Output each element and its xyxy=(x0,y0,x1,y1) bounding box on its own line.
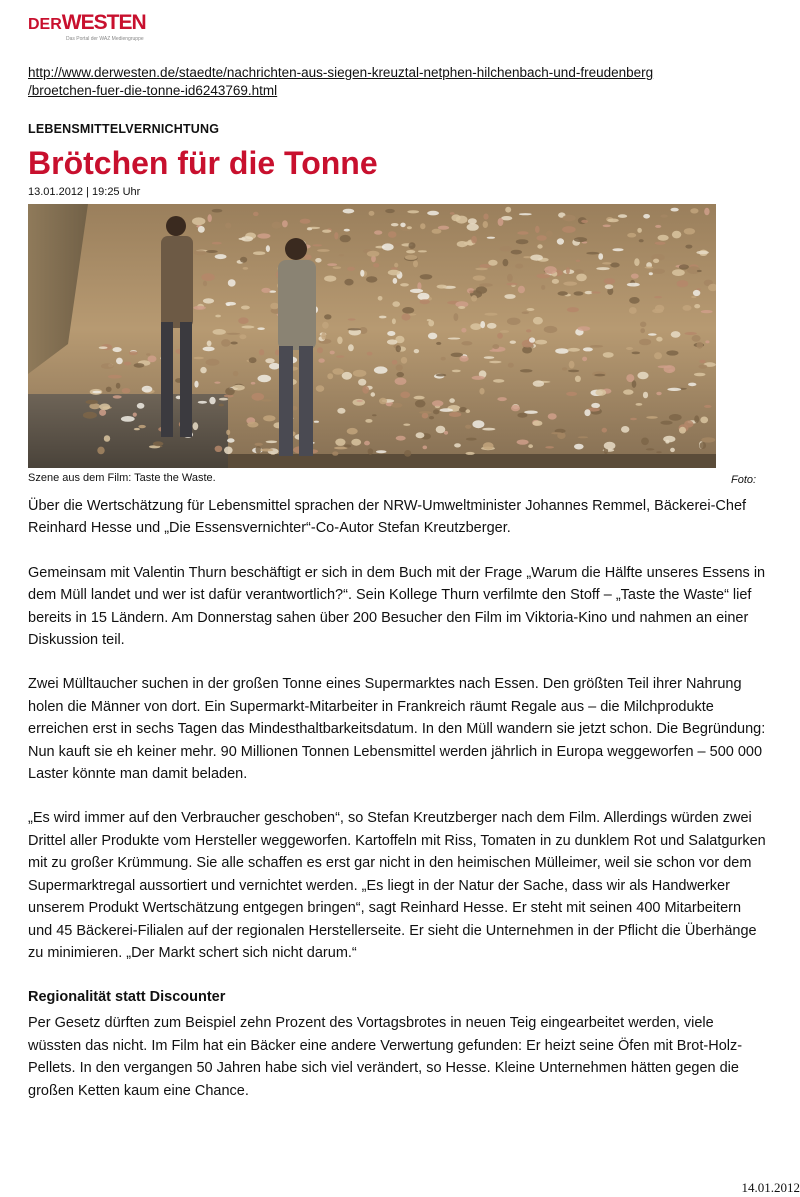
article-url-link[interactable] xyxy=(28,64,748,100)
article-kicker: LEBENSMITTELVERNICHTUNG xyxy=(28,122,220,136)
article-dateline: 13.01.2012 | 19:25 Uhr xyxy=(28,186,141,198)
article-headline: Brötchen für die Tonne xyxy=(28,145,378,181)
url-line-2[interactable]: /broetchen-fuer-die-tonne-id6243769.html xyxy=(28,83,278,98)
article-body xyxy=(28,495,768,1124)
url-line-1[interactable]: http://www.derwesten.de/staedte/nachrichten-aus-siegen-kreuztal-netphen-hilchenbach-und-freudenberg xyxy=(28,65,654,80)
print-date: 14.01.2012 xyxy=(741,1180,800,1195)
photo-illustration xyxy=(28,204,716,468)
article-paragraph: Gemeinsam mit Valentin Thurn beschäftigt er sich in dem Buch mit der Frage „Warum die Hälfte unseres Essens in dem Müll landet und wer ist dafür verantwortlich?“. Sein Kollege Thurn verfilmte den Stoff – „Taste the Waste“ lief bereits in 15 Ländern. Am Donnerstag sahen über 200 Besucher den Film im Viktoria-Kino und nahmen an einer Diskussion teil. xyxy=(28,564,766,649)
article-photo xyxy=(28,204,716,468)
article-subheading: Regionalität statt Discounter xyxy=(28,989,226,1006)
logo-tagline: Das Portal der WAZ Mediengruppe xyxy=(66,36,144,42)
logo-wordmark: DERWESTEN xyxy=(28,11,146,34)
article-paragraph: Über die Wertschätzung für Lebensmittel sprachen der NRW-Umweltminister Johannes Remmel, Bäckerei-Chef Reinhard Hesse und „Die Essensvernichter“-Co-Autor Stefan Kreutzberger. xyxy=(28,498,747,537)
article-paragraph: „Es wird immer auf den Verbraucher geschoben“, so Stefan Kreutzberger nach dem Film. Allerdings würden zwei Drittel aller Produkte vom Hersteller weggeworfen. Kartoffeln mit Riss, Tomaten in zu dunklem Rot und Salatgurken mit zu großer Krümmung. Sie alle schaffen es erst gar nicht in den heimischen Mülleimer, weil sie schon vor dem Supermarktregal aussortiert und vernichtet werden. „Es liegt in der Natur der Sache, dass wir als Handwerker unserem Produkt Wertschätzung entgegen bringen“, sagt Reinhard Hesse. Er steht mit seinen 400 Mitarbeitern und 45 Bäckerei-Filialen auf der regionalen Herstellerseite. Er sieht die Unternehmen in der Pflicht die Überhänge zu minimieren. „Der Markt schert sich nicht darum.“ xyxy=(28,810,766,961)
photo-credit: Foto: xyxy=(731,474,757,486)
article-paragraph: Zwei Mülltaucher suchen in der großen Tonne eines Supermarktes nach Essen. Den größten Teil ihrer Nahrung holen die Männer von dort. Ein Supermarkt-Mitarbeiter in Frankreich räumt Regale aus – die Milchprodukte erreichen erst in sechs Tagen das Mindesthaltbarkeitsdatum. In den Müll wandern sie jetzt schon. Die Begründung: Nun kauft sie eh keiner mehr. 90 Millionen Tonnen Lebensmittel werden jährlich in Europa weggeworfen – 500 000 Laster könnte man damit beladen. xyxy=(28,676,766,783)
derwesten-logo[interactable] xyxy=(28,12,148,42)
article-paragraph: Per Gesetz dürften zum Beispiel zehn Prozent des Vortagsbrotes in neuen Teig eingearbeitet werden, viele wüssten das nicht. Im Film hat ein Bäcker eine andere Verwertung gefunden: Er heizt seine Öfen mit Brot-Holz-Pellets. In den vergangen 50 Jahren habe sich viel verändert, so Hesse. Kleine Unternehmen hätten gegen die großen Ketten kaum eine Chance. xyxy=(28,1015,743,1099)
photo-caption: Szene aus dem Film: Taste the Waste. xyxy=(28,472,216,484)
